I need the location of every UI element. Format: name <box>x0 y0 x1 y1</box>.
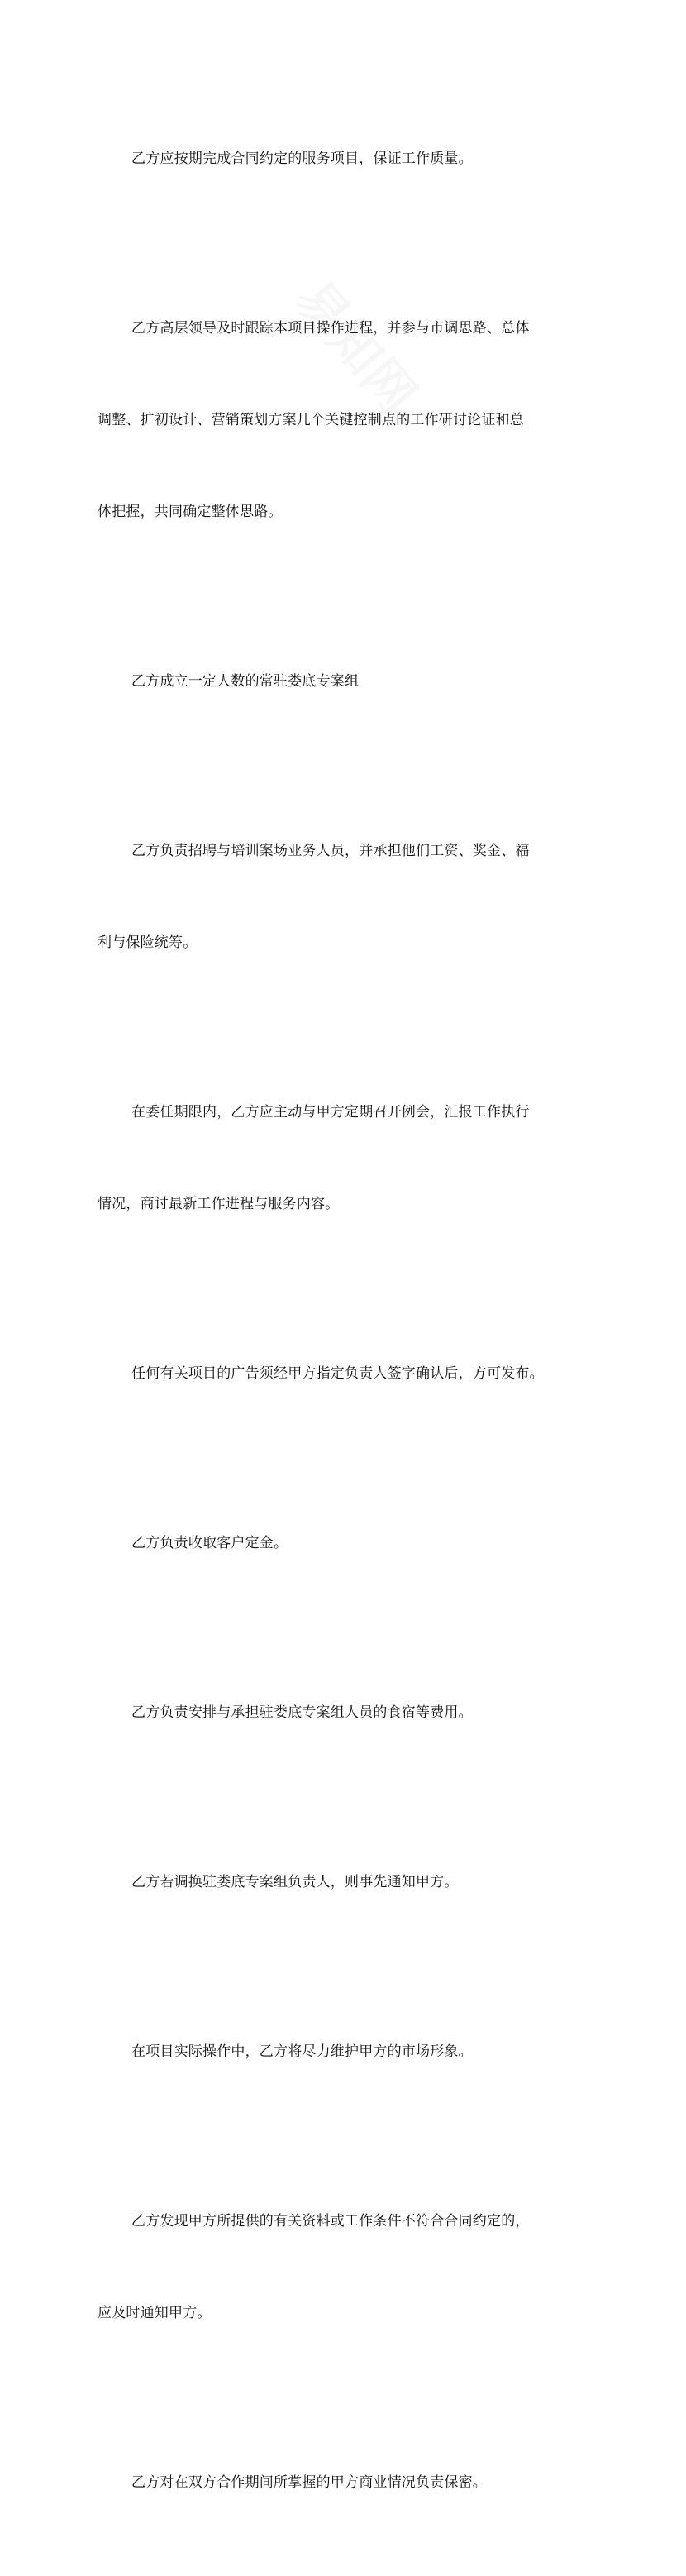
paragraph-line: 在委任期限内，乙方应主动与甲方定期召开例会，汇报工作执行 <box>131 1104 530 1121</box>
paragraph-line: 任何有关项目的广告须经甲方指定负责人签字确认后，方可发布。 <box>131 1365 544 1382</box>
paragraph-line: 乙方应按期完成合同约定的服务项目，保证工作质量。 <box>131 151 473 167</box>
paragraph-line: 乙方负责安排与承担驻娄底专案组人员的食宿等费用。 <box>131 1704 473 1721</box>
paragraph <box>98 605 593 758</box>
paragraph <box>98 775 593 1020</box>
document-body <box>98 83 593 2576</box>
paragraph-line: 乙方发现甲方所提供的有关资料或工作条件不符合合同约定的， <box>131 2213 530 2230</box>
paragraph-line: 乙方成立一定人数的常驻娄底专案组 <box>131 673 360 690</box>
paragraph-line: 调整、扩初设计、营销策划方案几个关键控制点的工作研讨论证和总 <box>98 412 524 428</box>
paragraph-line: 应及时通知甲方。 <box>98 2305 212 2321</box>
paragraph-line: 乙方负责招聘与培训案场业务人员，并承担他们工资、奖金、福 <box>131 843 530 859</box>
paragraph-line: 乙方负责收取客户定金。 <box>131 1535 288 1551</box>
paragraph <box>98 1467 593 1620</box>
paragraph-line: 情况，商讨最新工作进程与服务内容。 <box>98 1196 340 1212</box>
paragraph <box>98 2145 593 2390</box>
paragraph <box>98 252 593 589</box>
paragraph-line: 利与保险统筹。 <box>98 934 198 951</box>
paragraph <box>98 1298 593 1450</box>
paragraph-line: 乙方若调换驻娄底专案组负责人，则事先通知甲方。 <box>131 1874 459 1890</box>
paragraph <box>98 1637 593 1790</box>
paragraph-line: 乙方对在双方合作期间所掌握的甲方商业情况负责保密。 <box>131 2474 487 2491</box>
paragraph-line: 体把握，共同确定整体思路。 <box>98 504 283 520</box>
paragraph <box>98 83 593 236</box>
paragraph <box>98 1976 593 2129</box>
paragraph <box>98 1806 593 1959</box>
paragraph <box>98 2406 593 2559</box>
paragraph <box>98 1036 593 1281</box>
paragraph-line: 在项目实际操作中，乙方将尽力维护甲方的市场形象。 <box>131 2043 473 2060</box>
paragraph-line: 乙方高层领导及时跟踪本项目操作进程，并参与市调思路、总体 <box>131 320 530 337</box>
